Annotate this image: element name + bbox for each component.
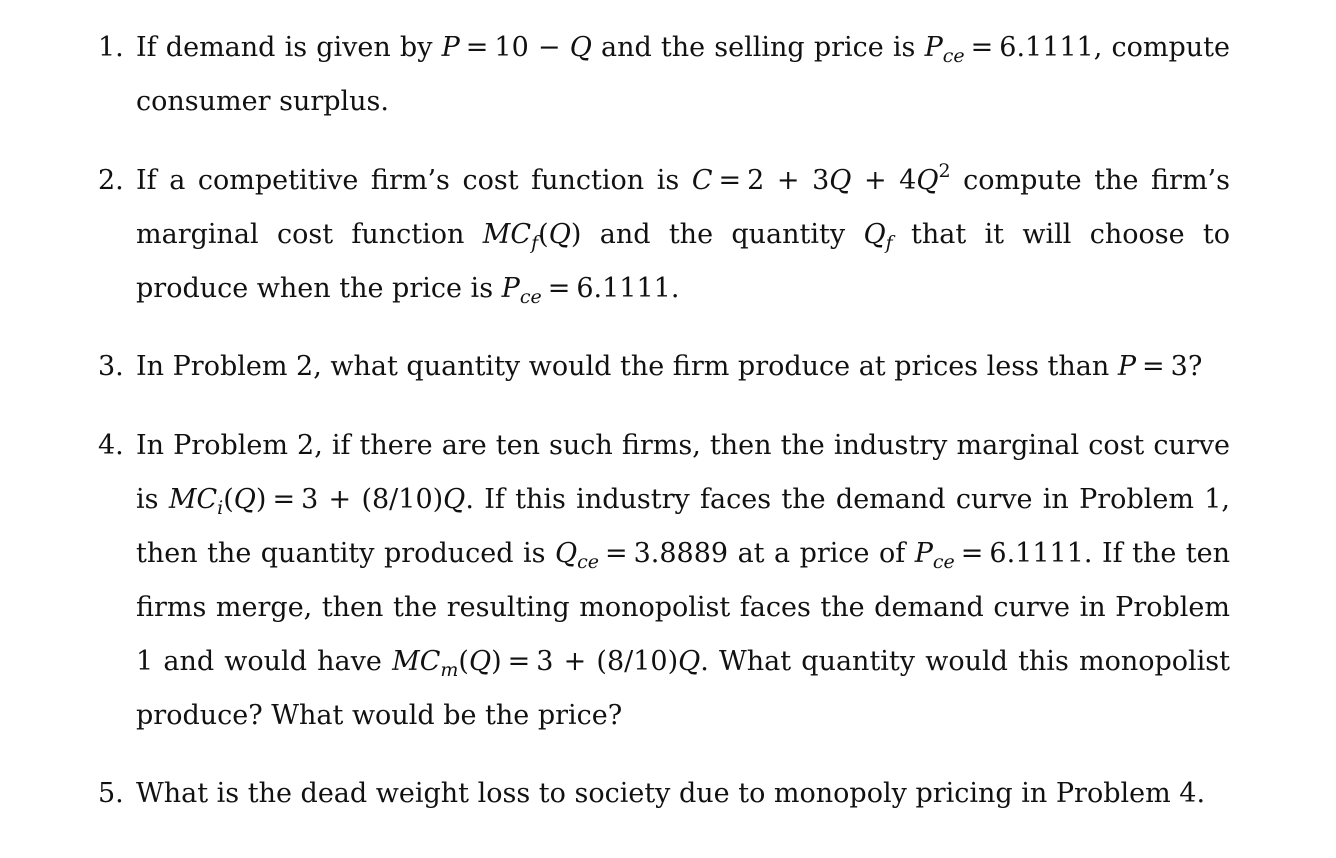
problem-text: If a competitive firm’s cost function is $C = 2 + 3Q + 4Q^2$ compute the firm’s marginal cost function $MC_f(Q)$ and the quantity $Q_f$ that it will choose to produce when the price is $P_{ce} = 6.1111$.: [136, 160, 1230, 308]
problem-number: 3.: [98, 351, 124, 382]
problem-text: In Problem 2, what quantity would the firm produce at prices less than P = 3?: [136, 351, 1203, 382]
problem-text: What is the dead weight loss to society due to monopoly pricing in Problem 4.: [136, 778, 1206, 809]
problem-number: 4.: [98, 430, 124, 461]
problem-number: 2.: [98, 165, 124, 196]
problem-number: 5.: [98, 778, 124, 809]
problem-5: [98, 767, 1230, 821]
problem-2: [98, 154, 1230, 316]
problem-1: [98, 21, 1230, 129]
problem-4: [98, 419, 1230, 743]
problem-number: 1.: [98, 32, 124, 63]
problem-text: In Problem 2, if there are ten such firms, then the industry marginal cost curve is $MC_i(Q) = 3 + (8/10)Q$. If this industry faces the demand curve in Problem 1, then the quantity produced is $Q_{ce} = 3.8889$ at a price of $P_{ce} = 6.1111$. If the ten firms merge, then the resulting monopolist faces the demand curve in Problem 1 and would have $MC_m(Q) = 3 + (8/10)Q$. What quantity would this monopolist produce? What would be the price?: [136, 430, 1230, 731]
problem-text: If demand is given by P = 10 − Q and the selling price is $P_{ce} = 6.1111$, compute consumer surplus.: [136, 32, 1230, 117]
problem-3: [98, 340, 1230, 394]
